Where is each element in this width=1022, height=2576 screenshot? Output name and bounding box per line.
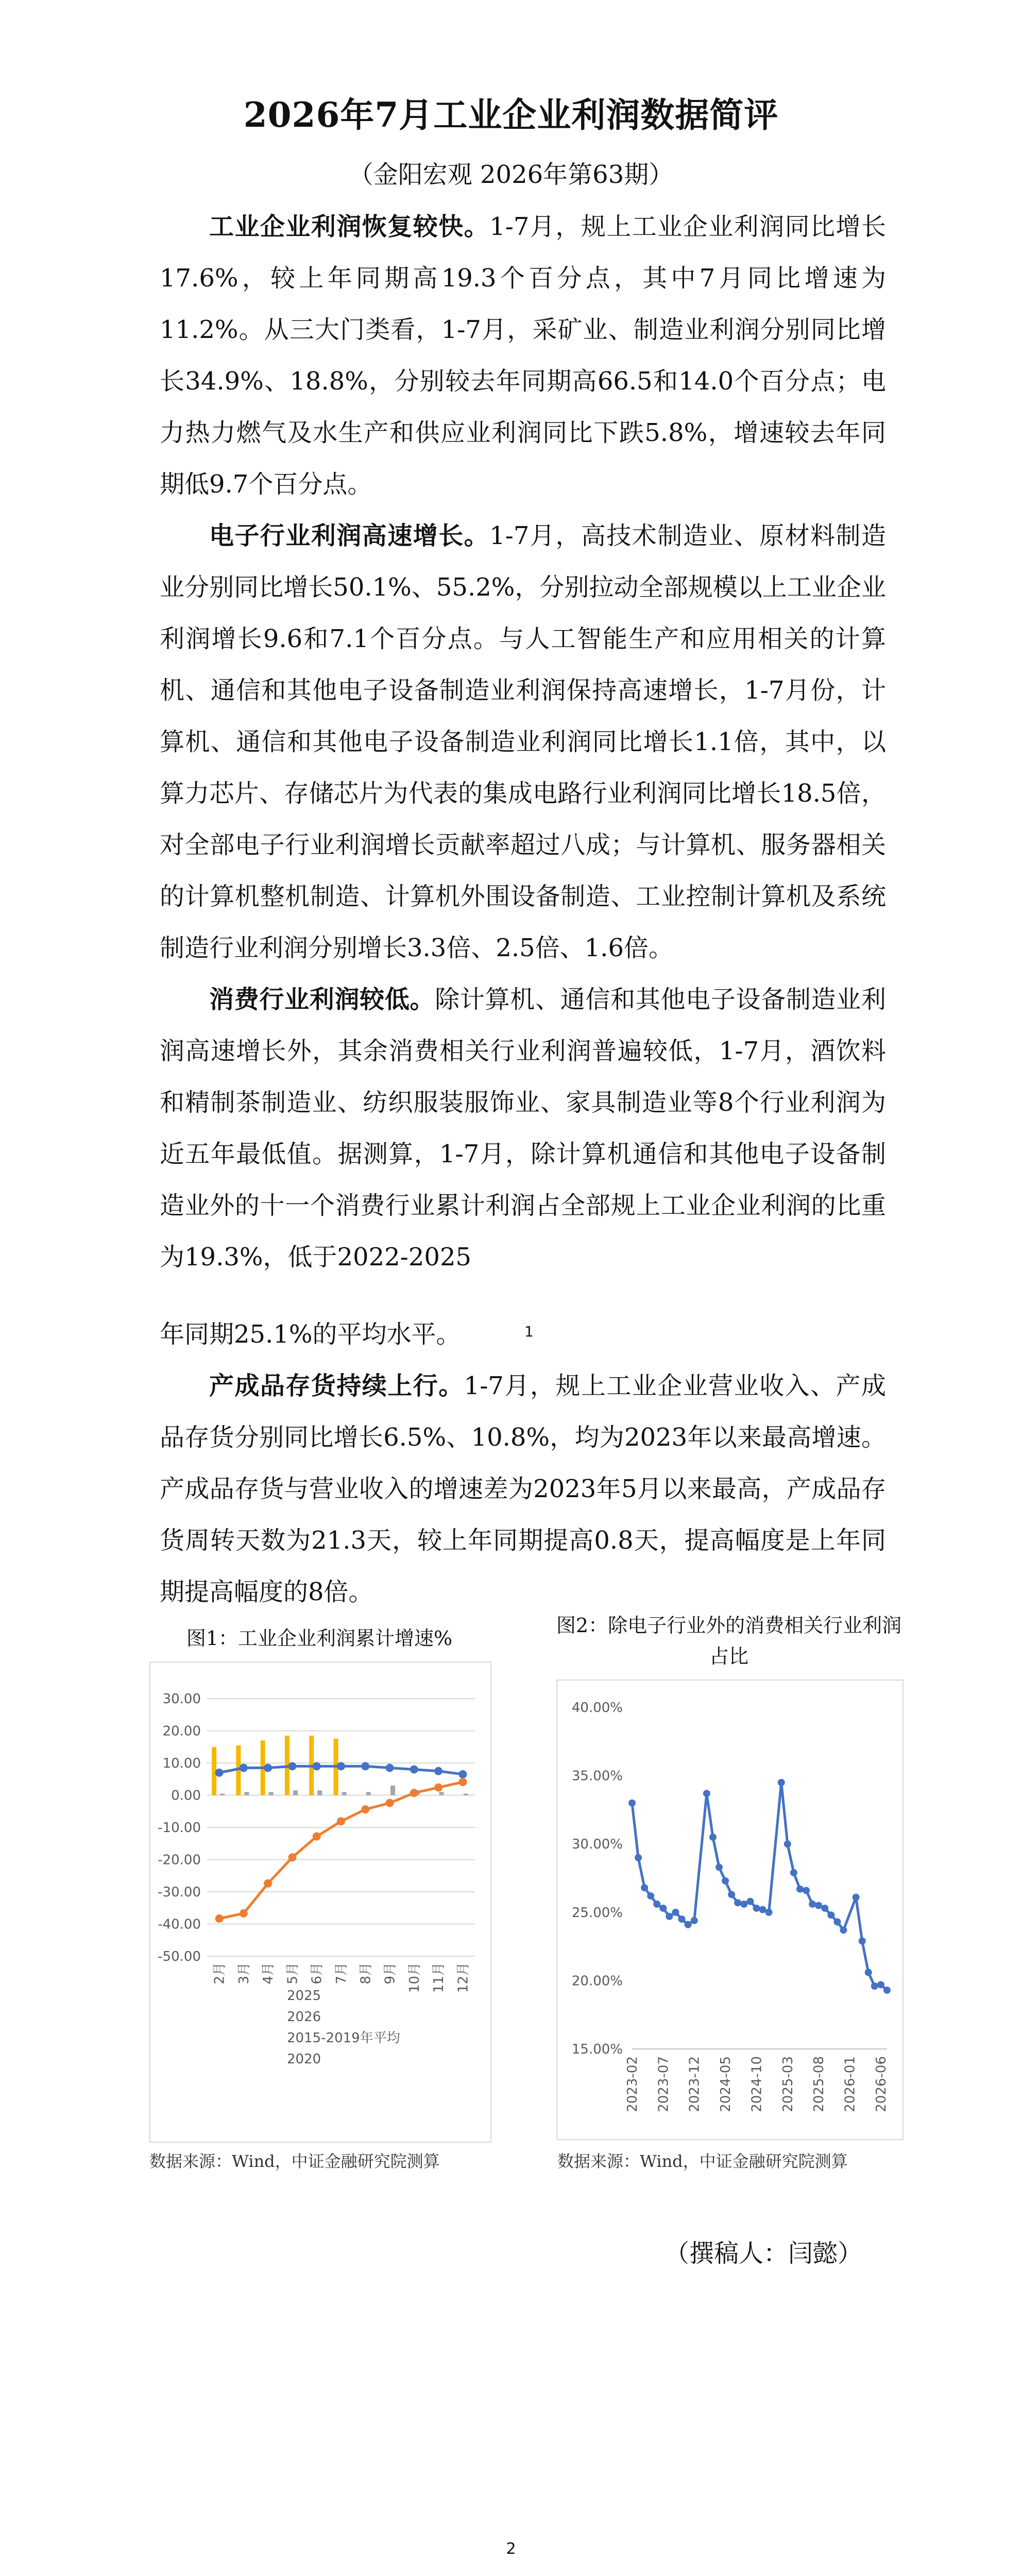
data-point-2020 (240, 1909, 248, 1918)
data-point (734, 1899, 741, 1906)
data-point (815, 1902, 822, 1909)
bar-20152019 (293, 1790, 298, 1795)
paragraph-text: 1-7月，高技术制造业、原材料制造业分别同比增长50.1%、55.2%，分别拉动全部规模以上工业企业利润增长9.6和7.1个百分点。与人工智能生产和应用相关的计算机、通信和其他电子设备制造业利润保持高速增长，1-7月份，计算机、通信和其他电子设备制造业利润同比增长1.1倍，其中，以算力芯片、存储芯片为代表的集成电路行业利润同比增长18.5倍，对全部电子行业利润增长贡献率超过八成；与计算机、服务器相关的计算机整机制造、计算机外围设备制造、工业控制计算机及系统制造行业利润分别增长3.3倍、2.5倍、1.6倍。 (160, 521, 886, 962)
bar-20152019 (244, 1792, 249, 1795)
data-point (883, 1987, 891, 1994)
paragraph-consumer (160, 974, 886, 1283)
data-point (716, 1863, 723, 1871)
data-point-2025 (215, 1769, 224, 1777)
bar-20152019 (390, 1786, 395, 1795)
series-line (632, 1783, 887, 1990)
y-tick-label: 35.00% (571, 1768, 623, 1784)
data-point-2020 (215, 1914, 224, 1923)
figure-2-frame (556, 1680, 904, 2140)
y-tick-label: 30.00 (162, 1691, 201, 1707)
data-point (827, 1911, 834, 1919)
y-tick-label: 30.00% (571, 1837, 623, 1853)
y-tick-label: -50.00 (158, 1949, 201, 1964)
y-tick-label: -10.00 (158, 1820, 201, 1836)
data-point-2020 (458, 1778, 467, 1786)
x-tick-label: 8月 (358, 1962, 374, 1985)
data-point (685, 1921, 692, 1928)
data-point-2020 (361, 1805, 369, 1814)
y-tick-label: 25.00% (571, 1905, 623, 1921)
data-point-2025 (458, 1770, 467, 1778)
data-point (703, 1790, 710, 1797)
bar-20152019 (342, 1792, 347, 1795)
data-point (765, 1909, 773, 1916)
data-point (647, 1892, 654, 1900)
data-point-2025 (313, 1762, 321, 1770)
y-tick-label: -40.00 (158, 1917, 201, 1933)
data-point (833, 1918, 841, 1925)
data-point (746, 1898, 754, 1905)
x-tick-label: 2025-08 (811, 2056, 827, 2112)
data-point (691, 1917, 698, 1924)
x-tick-label: 5月 (285, 1962, 301, 1985)
paragraph-heading: 工业企业利润恢复较快。 (209, 212, 490, 241)
x-tick-label: 4月 (261, 1962, 277, 1985)
page-title: 2026年7月工业企业利润数据简评 (243, 95, 779, 135)
x-tick-label: 2024-05 (718, 2056, 734, 2112)
data-point-2020 (434, 1784, 442, 1792)
data-point (865, 1969, 872, 1976)
data-point-2025 (410, 1766, 418, 1774)
figure-1-source: 数据来源：Wind，中证金融研究院测算 (149, 2151, 440, 2171)
data-point (628, 1800, 636, 1807)
data-point (790, 1869, 797, 1876)
x-tick-label: 10月 (406, 1962, 422, 1993)
data-point (659, 1905, 667, 1912)
x-tick-label: 9月 (382, 1962, 398, 1985)
x-tick-label: 7月 (334, 1962, 349, 1985)
data-point-2025 (434, 1767, 442, 1775)
legend-entry: 2015-2019年平均 (287, 2030, 400, 2046)
data-point (840, 1926, 847, 1934)
x-tick-label: 2026-01 (842, 2056, 858, 2112)
paragraph-inventory (160, 1360, 886, 1618)
x-tick-label: 12月 (455, 1962, 471, 1993)
data-point (722, 1877, 729, 1885)
x-tick-label: 2023-02 (625, 2056, 640, 2112)
x-tick-label: 2025-03 (780, 2056, 796, 2112)
series-line-2020 (219, 1782, 463, 1919)
bar-20152019 (366, 1792, 371, 1795)
data-point-2025 (386, 1764, 394, 1772)
figure-1-frame (149, 1662, 491, 2143)
bar-20152019 (317, 1790, 322, 1795)
data-point (672, 1909, 679, 1916)
data-point-2025 (288, 1762, 296, 1770)
figure-2-source: 数据来源：Wind，中证金融研究院测算 (557, 2151, 848, 2171)
data-point (859, 1937, 866, 1944)
y-tick-label: 15.00% (571, 2042, 623, 2057)
data-point (809, 1901, 816, 1908)
data-point (653, 1901, 660, 1908)
data-point (753, 1905, 760, 1912)
data-point (784, 1840, 791, 1848)
data-point-2025 (264, 1764, 272, 1772)
data-point (796, 1886, 804, 1893)
data-point-2020 (313, 1833, 321, 1841)
paragraph-heading: 产成品存货持续上行。 (209, 1371, 464, 1400)
y-tick-label: 20.00% (571, 1973, 623, 1989)
data-point (666, 1913, 673, 1920)
y-tick-label: -30.00 (158, 1885, 201, 1900)
data-point (728, 1891, 735, 1898)
data-point-2025 (240, 1764, 248, 1772)
data-point-2020 (288, 1853, 296, 1861)
footnote-marker: 1 (524, 1323, 534, 1340)
paragraph-heading: 消费行业利润较低。 (209, 985, 435, 1014)
paragraph-consumer-continued (160, 1309, 886, 1360)
legend-entry: 2026 (287, 2009, 321, 2025)
bar-20152019 (464, 1793, 468, 1795)
x-tick-label: 2026-06 (873, 2056, 889, 2112)
data-point (821, 1905, 828, 1912)
y-tick-label: 0.00 (171, 1788, 201, 1804)
data-point-2020 (337, 1817, 345, 1825)
x-tick-label: 2023-12 (687, 2056, 703, 2112)
data-point (803, 1887, 810, 1894)
data-point (641, 1884, 648, 1891)
bar-20152019 (269, 1792, 274, 1795)
x-tick-label: 3月 (236, 1962, 252, 1985)
paragraph-text: 年同期25.1%的平均水平。 (160, 1320, 461, 1349)
x-tick-label: 11月 (431, 1962, 447, 1993)
legend-entry: 2020 (287, 2052, 321, 2067)
paragraph-text: 除计算机、通信和其他电子设备制造业利润高速增长外，其余消费相关行业利润普遍较低，1-7月，酒饮料和精制茶制造业、纺织服装服饰业、家具制造业等8个行业利润为近五年最低值。据测算，1-7月，除计算机通信和其他电子设备制造业外的十一个消费行业累计利润占全部规上工业企业利润的比重为19.3%，低于2022-2025 (160, 985, 886, 1272)
y-tick-label: -20.00 (158, 1852, 201, 1868)
x-tick-label: 2月 (212, 1962, 228, 1985)
x-tick-label: 2023-07 (656, 2056, 672, 2112)
figure-2-chart (557, 1681, 902, 2139)
figure-1-chart (150, 1663, 490, 2142)
data-point-2025 (337, 1762, 345, 1770)
paragraph-text: 1-7月，规上工业企业营业收入、产成品存货分别同比增长6.5%、10.8%，均为2023年以来最高增速。产成品存货与营业收入的增速差为2023年5月以来最高，产成品存货周转天数为21.3天，较上年同期提高0.8天，提高幅度是上年同期提高幅度的8倍。 (160, 1371, 886, 1606)
data-point (778, 1779, 785, 1786)
page-subtitle: （金阳宏观 2026年第63期） (348, 160, 674, 189)
figure-1-title: 图1：工业企业利润累计增速% (186, 1627, 453, 1650)
data-point (709, 1834, 717, 1841)
y-tick-label: 20.00 (162, 1723, 201, 1739)
bar-20152019 (220, 1793, 225, 1795)
data-point-2025 (361, 1762, 369, 1770)
data-point (871, 1982, 878, 1990)
author-line: （撰稿人：闫懿） (665, 2239, 863, 2268)
paragraph-text: 1-7月，规上工业企业利润同比增长17.6%，较上年同期高19.3个百分点，其中7月同比增速为11.2%。从三大门类看，1-7月，采矿业、制造业利润分别同比增长34.9%、18.8%，分别较去年同期高66.5和14.0个百分点；电力热力燃气及水生产和供应业利润同比下跌5.8%，增速较去年同期低9.7个百分点。 (160, 212, 886, 499)
data-point-2020 (386, 1799, 394, 1807)
data-point (759, 1906, 766, 1913)
data-point (740, 1901, 747, 1908)
y-tick-label: 10.00 (162, 1756, 201, 1771)
paragraph-heading: 电子行业利润高速增长。 (209, 521, 490, 550)
figure-2-title: 图2：除电子行业外的消费相关行业利润占比 (556, 1614, 902, 1668)
page-number: 2 (506, 2540, 516, 2558)
x-tick-label: 2024-10 (749, 2056, 765, 2112)
data-point (853, 1894, 860, 1901)
x-tick-label: 6月 (309, 1962, 325, 1985)
data-point-2020 (264, 1879, 272, 1888)
y-tick-label: 40.00% (571, 1700, 623, 1716)
data-point (635, 1854, 642, 1861)
paragraph-profit-recovery (160, 201, 886, 510)
data-point (678, 1916, 686, 1923)
data-point (877, 1981, 884, 1988)
bar-20152019 (439, 1792, 444, 1795)
paragraph-electronics (160, 510, 886, 974)
data-point-2020 (410, 1789, 418, 1797)
legend-entry: 2025 (287, 1988, 321, 2004)
